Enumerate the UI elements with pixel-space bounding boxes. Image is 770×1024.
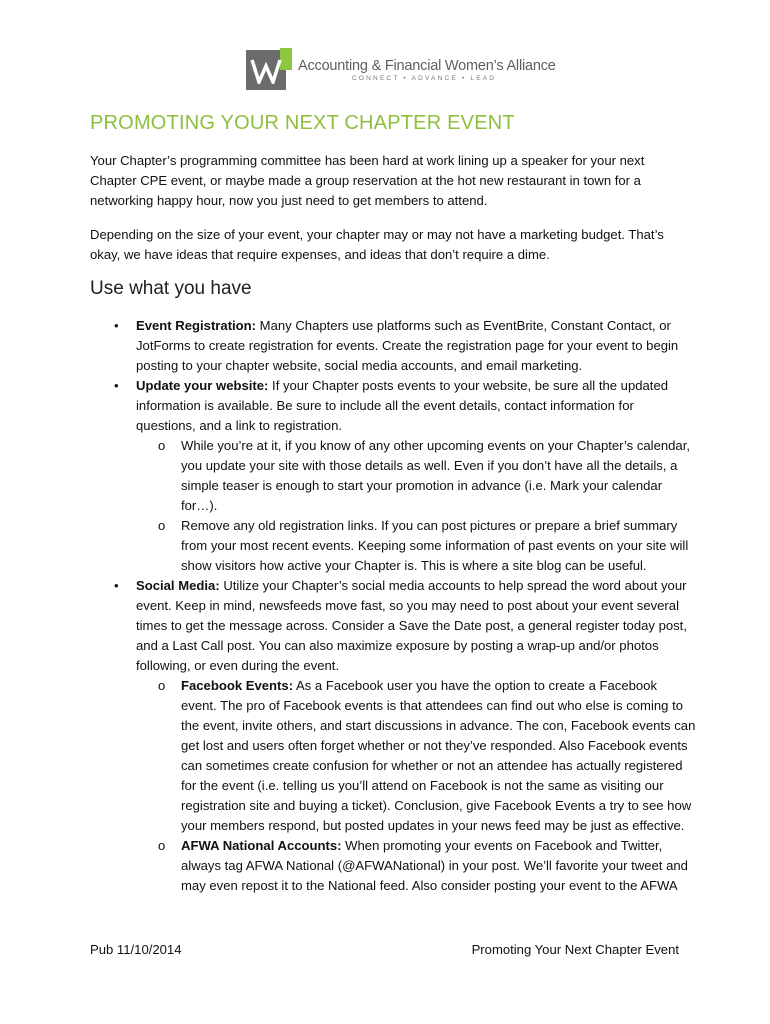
- header-logo: [246, 48, 556, 92]
- section-heading: Use what you have: [90, 278, 252, 299]
- budget-paragraph: Depending on the size of your event, your chapter may or may not have a marketing budget. That’s okay, we have ideas that require expenses, and ideas that don’t require a dime.: [90, 227, 664, 262]
- bullet-list: [0, 316, 770, 896]
- sub-bullet-text: Remove any old registration links. If you can post pictures or prepare a brief summary from your most recent events. Keeping some information of past events on your site will show visitors how active your Chapter is. This is where a site blog can be useful.: [181, 518, 689, 573]
- sub-bullet-marker: o: [158, 678, 166, 693]
- sub-bullet-text: As a Facebook user you have the option to create a Facebook event. The pro of Facebook events is that attendees can find out who else is coming to the event, invite others, and start discussions in advance. The con, Facebook events can get lost and users often forget whether or not they’ve responded. Also Facebook events can sometimes create confusion for whether or not an attendee has actually registered for the event (i.e. telling us you’ll attend on Facebook is not the same as visiting our registration site and buying a ticket). Conclusion, give Facebook Events a try to see how your members respond, but posted updates in your news feed may be just as effective.: [181, 678, 696, 833]
- bullet-marker: •: [114, 378, 119, 393]
- sub-bullet-marker: o: [158, 518, 166, 533]
- bullet-marker: •: [114, 318, 119, 333]
- sub-list-item: [0, 516, 696, 576]
- sub-bullet-text: While you’re at it, if you know of any other upcoming events on your Chapter’s calendar, you update your site with those details as well. Even if you don’t have all the details, a simple teaser is enough to start your promotion in advance (i.e. Mark your calendar for…).: [181, 438, 690, 513]
- list-item: [0, 376, 696, 436]
- bullet-label: Event Registration:: [136, 318, 257, 333]
- org-name: Accounting & Financial Women’s Alliance: [298, 57, 556, 74]
- bullet-marker: •: [114, 578, 119, 593]
- w-logo-icon: [246, 50, 286, 90]
- sub-list-item: [0, 676, 696, 836]
- sub-bullet-label: Facebook Events:: [181, 678, 294, 693]
- sub-bullet-marker: o: [158, 438, 166, 453]
- footer-date: Pub 11/10/2014: [90, 942, 182, 957]
- bullet-text: Many Chapters use platforms such as EventBrite, Constant Contact, or JotForms to create registration for events. Create the registration page for your event to begin posting to your chapter website, social media accounts, and email marketing.: [136, 318, 679, 373]
- bullet-text: If your Chapter posts events to your website, be sure all the updated information is available. Be sure to include all the event details, contact information for questions, and a link to registration.: [136, 378, 669, 433]
- document-title: PROMOTING YOUR NEXT CHAPTER EVENT: [90, 112, 515, 134]
- bullet-label: Update your website:: [136, 378, 269, 393]
- list-item: [0, 576, 696, 676]
- sub-bullet-text: When promoting your events on Facebook and Twitter, always tag AFWA National (@AFWANational) in your post. We’ll favorite your tweet and may even repost it to the National feed. Also consider posting your event to the AFWA: [181, 838, 688, 893]
- bullet-label: Social Media:: [136, 578, 220, 593]
- intro-paragraph: Your Chapter’s programming committee has been hard at work lining up a speaker for your next Chapter CPE event, or maybe made a group reservation at the hot new restaurant in town for a networking happy hour, now you just need to get members to attend.: [90, 153, 645, 208]
- org-tagline: CONNECT • ADVANCE • LEAD: [352, 74, 497, 82]
- list-item: [0, 316, 696, 376]
- sub-bullet-label: AFWA National Accounts:: [181, 838, 342, 853]
- bullet-text: Utilize your Chapter’s social media accounts to help spread the word about your event. Keep in mind, newsfeeds move fast, so you may need to post about your event several times to get the message across. Consider a Save the Date post, a general register today post, and a Last Call post. You can also maximize exposure by posting a wrap-up and/or photos following, or even during the event.: [136, 578, 687, 673]
- sub-list-item: [0, 836, 696, 896]
- sub-bullet-marker: o: [158, 838, 166, 853]
- sub-list-item: [0, 436, 696, 516]
- footer-title: Promoting Your Next Chapter Event: [471, 942, 679, 957]
